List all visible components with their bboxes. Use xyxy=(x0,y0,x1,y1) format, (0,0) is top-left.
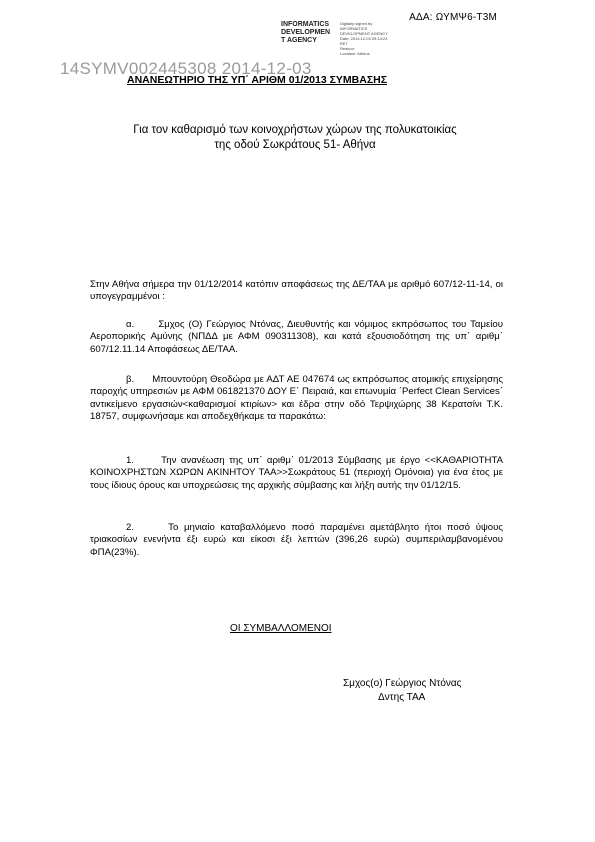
stamp-org-line: INFORMATICS xyxy=(281,21,330,28)
signature-detail-line: Digitally signed by xyxy=(340,21,373,26)
signature-detail-line: EET xyxy=(340,41,348,46)
party-a-paragraph xyxy=(90,319,503,356)
signer-name: Σμχος(ο) Γεώργιος Ντόνας xyxy=(343,678,462,689)
document-title: ΑΝΑΝΕΩΤΗΡΙΟ ΤΗΣ ΥΠ΄ ΑΡΙΘΜ 01/2013 ΣΥΜΒΑΣΗΣ xyxy=(127,74,387,86)
stamp-org-line: DEVELOPMEN xyxy=(281,29,331,36)
signature-detail-line: Location: Athens xyxy=(340,51,370,56)
document-subject xyxy=(90,123,500,153)
term-1-paragraph xyxy=(90,455,503,492)
party-b-text: Μπουντούρη Θεοδώρα με ΑΔΤ ΑΕ 047674 ως εκπρόσωπος ατομικής επιχείρησης παροχής υπηρεσιών με ΑΦΜ 061821370 ΔΟΥ Ε΄ Πειραιά, και επωνυμία ΄Perfect Clean Services΄ αντικείμενο εργασιών<καθαρισμοί κτιρίων> και έδρα στην οδό Τερψιχώρης 38 Κερατσίνι Τ.Κ. 18757, συμφωνήσαμε και αποδεχθήκαμε τα παρακάτω: xyxy=(90,374,503,422)
signature-detail-line: Reason: xyxy=(340,46,355,51)
ada-code: ΑΔΑ: ΩΥΜΨ6-Τ3Μ xyxy=(409,12,497,23)
signer-role: Δντης ΤΑΑ xyxy=(378,692,426,703)
protocol-watermark: 14SYMV002445308 2014-12-03 xyxy=(60,59,312,78)
term-2-text: Το μηνιαίο καταβαλλόμενο ποσό παραμένει αμετάβλητο ήτοι ποσό ύψους τριακοσίων ενενήντα έξι ευρώ και είκοσι έξι λεπτών (396,26 ευρώ) συμπεριλαμβανομένου ΦΠΑ(23%). xyxy=(90,522,503,558)
intro-paragraph: Στην Αθήνα σήμερα την 01/12/2014 κατόπιν αποφάσεως της ΔΕ/ΤΑΑ με αριθμό 607/12-11-14, οι υπογεγραμμένοι : xyxy=(90,279,503,303)
signature-detail-line: DEVELOPMENT AGENCY xyxy=(340,31,388,36)
term-1-text: Την ανανέωση της υπ΄ αριθμ΄ 01/2013 Σύμβασης με έργο <<ΚΑΘΑΡΙΟΤΗΤΑ ΚΟΙΝΟΧΡΗΣΤΩΝ ΧΩΡΩΝ ΑΚΙΝΗΤΟΥ ΤΑΑ>>Σωκράτους 51 (περιοχή Ομόνοια) για ένα έτος με τους ίδιους όρους και υποχρεώσεις της αρχικής σύμβασης και λήξη αυτής την 01/12/15. xyxy=(90,455,504,491)
signature-detail-line: INFORMATICS xyxy=(340,26,368,31)
signatories-heading: ΟΙ ΣΥΜΒΑΛΛΟΜΕΝΟΙ xyxy=(230,623,332,634)
signature-detail-line: Date: 2014.12.03 09:14:23 xyxy=(340,36,388,41)
stamp-org-line: T AGENCY xyxy=(281,37,317,44)
subject-line: της οδού Σωκράτους 51- Αθήνα xyxy=(214,139,376,151)
signature-details xyxy=(340,21,410,56)
digital-signature-stamp xyxy=(281,21,330,45)
party-a-marker: α. xyxy=(126,319,135,330)
party-a-text: Σμχος (Ο) Γεώργιος Ντόνας, Διευθυντής και νόμιμος εκπρόσωπος του Ταμείου Αεροπορικής Αμύνης (ΝΠΔΔ με ΑΦΜ 090311308), και κατά εξουσιοδότηση της υπ΄ αριθμ΄ 607/12.11.14 Αποφάσεως ΔΕ/ΤΑΑ. xyxy=(90,319,503,355)
term-1-marker: 1. xyxy=(126,455,135,466)
term-2-paragraph xyxy=(90,522,503,559)
subject-line: Για τον καθαρισμό των κοινοχρήστων χώρων της πολυκατοικίας xyxy=(133,124,457,136)
term-2-marker: 2. xyxy=(126,522,135,533)
party-b-marker: β. xyxy=(126,374,135,385)
party-b-paragraph xyxy=(90,374,503,423)
